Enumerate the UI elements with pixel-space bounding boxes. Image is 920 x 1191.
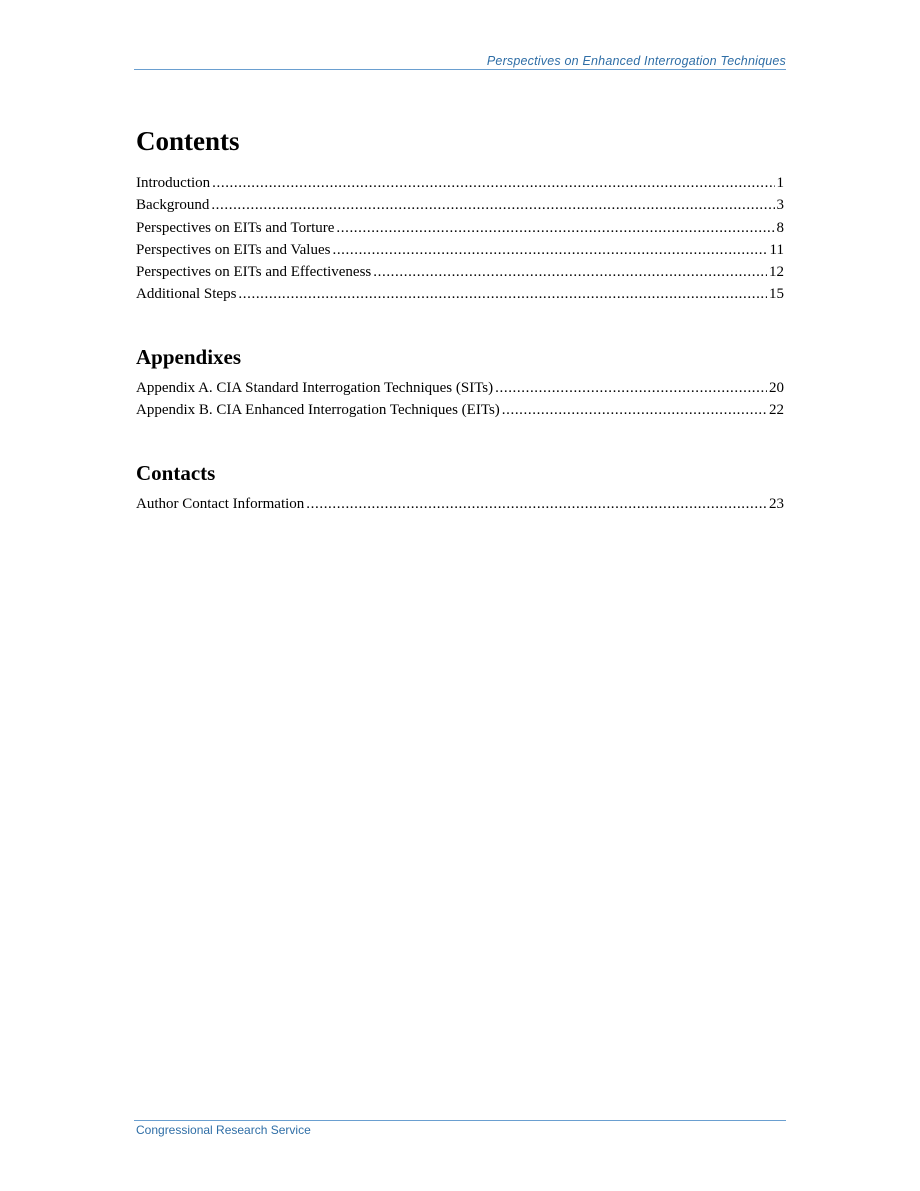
appendixes-list [136,377,784,422]
toc-entry-page: 12 [769,264,784,281]
dot-leader [211,194,774,216]
contents-heading: Contents [136,126,240,156]
toc-entry-author-contact[interactable] [136,493,784,515]
toc-entry-label: Perspectives on EITs and Values [136,241,331,258]
toc-entry-introduction[interactable] [136,172,784,194]
dot-leader [238,283,767,305]
toc-entry-appendix-a[interactable] [136,377,784,399]
toc-entry-page: 1 [776,175,784,191]
appendixes-heading: Appendixes [136,345,242,369]
toc-entry-page: 11 [769,241,784,258]
running-header-title: Perspectives on Enhanced Interrogation Techniques [486,54,786,68]
toc-entry-page: 23 [769,496,784,512]
contents-list [136,172,784,306]
header-divider [134,69,786,70]
dot-leader [373,261,767,283]
toc-entry-label: Background [136,197,210,214]
toc-entry-eits-effectiveness[interactable] [136,261,784,283]
dot-leader [212,172,774,194]
toc-entry-background[interactable] [136,194,784,216]
toc-entry-label: Introduction [136,175,211,191]
dot-leader [336,217,774,239]
dot-leader [502,399,767,421]
toc-entry-page: 22 [769,402,784,419]
footer-divider [134,1120,786,1121]
toc-entry-page: 3 [776,197,784,214]
contacts-list [136,493,784,515]
toc-entry-label: Author Contact Information [136,496,305,512]
toc-entry-page: 20 [769,380,784,396]
toc-entry-label: Appendix A. CIA Standard Interrogation Techniques (SITs) [136,380,494,396]
footer-publisher: Congressional Research Service [136,1123,311,1137]
toc-entry-page: 15 [769,286,784,303]
contacts-heading: Contacts [136,461,216,485]
toc-entry-label: Perspectives on EITs and Effectiveness [136,264,372,281]
dot-leader [332,239,767,261]
toc-entry-label: Appendix B. CIA Enhanced Interrogation Techniques (EITs) [136,402,500,419]
dot-leader [495,377,767,399]
toc-entry-appendix-b[interactable] [136,399,784,421]
dot-leader [306,493,767,515]
toc-entry-eits-values[interactable] [136,239,784,261]
toc-entry-page: 8 [776,219,784,236]
toc-entry-label: Additional Steps [136,286,237,303]
toc-entry-eits-torture[interactable] [136,217,784,239]
toc-entry-additional-steps[interactable] [136,283,784,305]
toc-entry-label: Perspectives on EITs and Torture [136,219,335,236]
